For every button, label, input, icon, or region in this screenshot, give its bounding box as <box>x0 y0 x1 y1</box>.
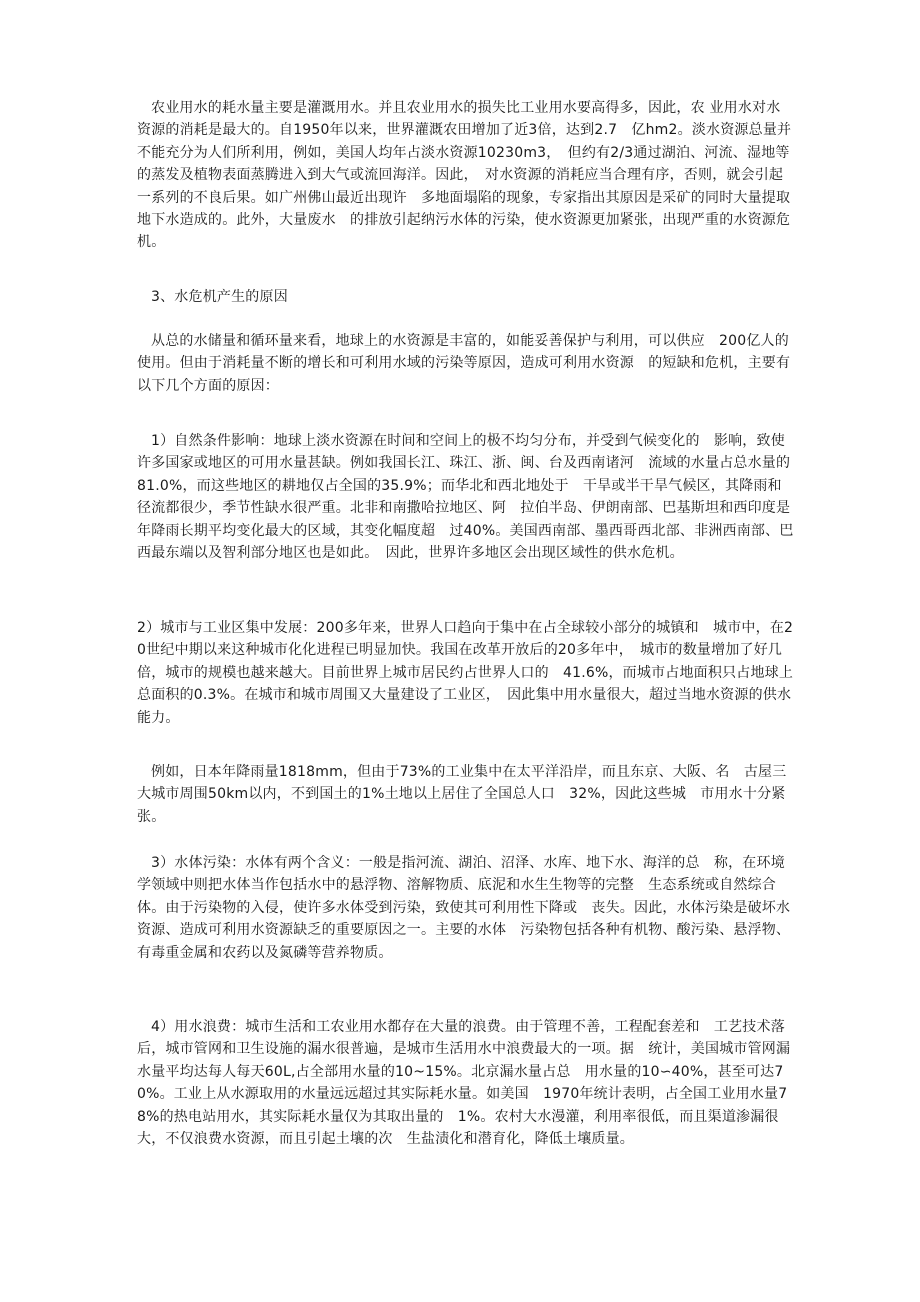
section-heading-water-crisis-causes: 3、水危机产生的原因 <box>151 289 288 305</box>
paragraph-japan-example: 例如，日本年降雨量1818mm，但由于73%的工业集中在太平洋沿岸，而且东京、大阪、名 古屋三大城市周围50km以内，不到国土的1%土地以上居住了全国总人口 32%，因此这些城 市用水十分紧张。 <box>137 764 787 825</box>
paragraph-water-waste: 4）用水浪费：城市生活和工农业用水都存在大量的浪费。由于管理不善，工程配套差和 工艺技术落后，城市管网和卫生设施的漏水很普遍，是城市生活用水中浪费最大的一项。据 统计，美国城市管网漏水量平均达每人每天60L,占全部用水量的10~15%。北京漏水量占总 用水量的10∽40%，甚至可达70%。工业上从水源取用的水量远远超过其实际耗水量。如美国 1970年统计表明，占全国工业用水量78%的热电站用水，其实际耗水量仅为其取出量的 1%。农村大水漫灌，利用率很低，而且渠道渗漏很大，不仅浪费水资源，而且引起土壤的次 生盐渍化和潜育化，降低土壤质量。 <box>137 1019 791 1148</box>
paragraph-urban-industrial: 2）城市与工业区集中发展：200多年来，世界人口趋向于集中在占全球较小部分的城镇和 城市中，在20世纪中期以来这种城市化化进程已明显加快。我国在改革开放后的20多年中， 城市的数量增加了好几倍，城市的规模也越来越大。目前世界上城市居民约占世界人口的 41.6%，而城市占地面积只占地球上总面积的0.3%。在城市和城市周围又大量建设了工业区， 因此集中用水量很大，超过当地水资源的供水能力。 <box>137 620 794 726</box>
paragraph-overview: 从总的水储量和循环量来看，地球上的水资源是丰富的，如能妥善保护与利用，可以供应 200亿人的使用。但由于消耗量不断的增长和可利用水域的污染等原因，造成可利用水资源 的短缺和危机，主要有以下几个方面的原因： <box>137 333 791 394</box>
paragraph-water-pollution: 3）水体污染：水体有两个含义：一般是指河流、湖泊、沼泽、水库、地下水、海洋的总 称，在环境学领域中则把水体当作包括水中的悬浮物、溶解物质、底泥和水生生物等的完整 生态系统或自然综合体。由于污染物的入侵，使许多水体受到污染，致使其可利用性下降或 丧失。因此，水体污染是破坏水资源、造成可利用水资源缺乏的重要原因之一。主要的水体 污染物包括各种有机物、酸污染、悬浮物、有毒重金属和农药以及氮磷等营养物质。 <box>137 855 791 961</box>
paragraph-natural-conditions: 1）自然条件影响：地球上淡水资源在时间和空间上的极不均匀分布，并受到气候变化的 影响，致使许多国家或地区的可用水量甚缺。例如我国长江、珠江、浙、闽、台及西南诸河 流域的水量占总水量的81.0%，而这些地区的耕地仅占全国的35.9%；而华北和西北地处于 干旱或半干旱气候区，其降雨和径流都很少，季节性缺水很严重。北非和南撒哈拉地区、阿 拉伯半岛、伊朗南部、巴基斯坦和西印度是年降雨长期平均变化最大的区域，其变化幅度超 过40%。美国西南部、墨西哥西北部、非洲西南部、巴西最东端以及智利部分地区也是如此。 因此，世界许多地区会出现区域性的供水危机。 <box>137 433 794 562</box>
paragraph-agricultural-water: 农业用水的耗水量主要是灌溉用水。并且农业用水的损失比工业用水要高得多，因此，农 业用水对水资源的消耗是最大的。自1950年以来，世界灌溉农田增加了近3倍，达到2.7 亿hm2。淡水资源总量并不能充分为人们所利用，例如，美国人均年占淡水资源10230m3， 但约有2/3通过湖泊、河流、湿地等的蒸发及植物表面蒸腾进入到大气或流回海洋。因此， 对水资源的消耗应当合理有序，否则，就会引起一系列的不良后果。如广州佛山最近出现许 多地面塌陷的现象，专家指出其原因是采矿的同时大量提取地下水造成的。此外，大量废水 的排放引起纳污水体的污染，使水资源更加紧张，出现严重的水资源危机。 <box>137 100 792 251</box>
